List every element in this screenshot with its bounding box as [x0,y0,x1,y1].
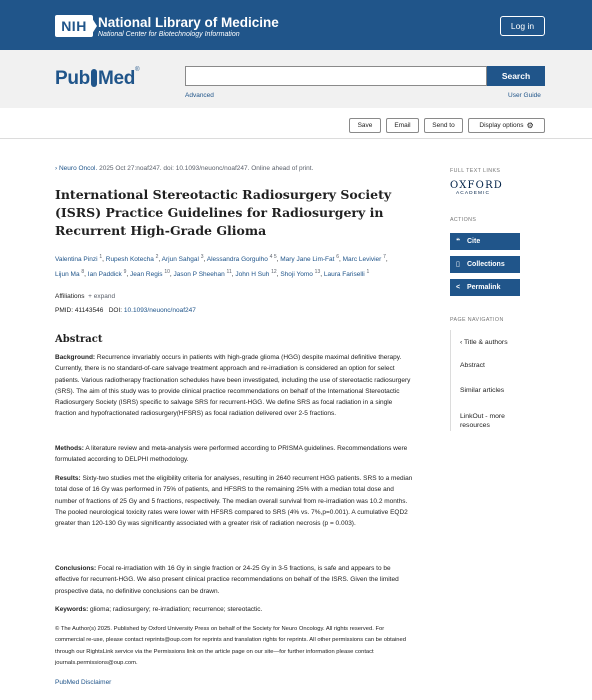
author-name-link[interactable]: Ian Paddick [87,271,122,279]
abstract-conclusions [55,563,415,597]
journal-link[interactable]: Neuro Oncol. [58,165,98,172]
keywords-text: glioma; radiosurgery; re-irradiation; recurrence; stereotactic. [88,606,263,613]
author-name-link[interactable]: Lijun Ma [55,271,80,279]
abstract-heading: Abstract [55,334,103,345]
article-title: International Stereotactic Radiosurgery Society (ISRS) Practice Guidelines for Radiosurgery in Recurrent High-Grade Glioma [55,187,392,238]
methods-label: Methods: [55,445,84,452]
page-navigation-label: PAGE NAVIGATION [450,317,504,323]
bookmark-icon: ▯ [456,261,460,268]
collections-button[interactable] [450,256,520,273]
pubmed-disclaimer-link[interactable]: PubMed Disclaimer [55,679,112,686]
author-item [106,256,159,263]
author-affiliation-number[interactable]: 3 [200,254,204,260]
author-name-link[interactable]: Shoji Yomo [280,271,313,279]
display-options-label: Display options [479,122,524,129]
author-name-link[interactable]: Valentina Pinzi [55,256,98,264]
permalink-button[interactable] [450,279,520,296]
user-guide-link[interactable]: User Guide [508,92,541,99]
background-label: Background: [55,354,96,361]
author-affiliation-number[interactable]: 7 [383,254,386,260]
author-item [280,271,320,278]
citation-line [55,164,415,173]
background-text: Recurrence invariably occurs in patients with high-grade glioma (HGG) despite maximal definitive therapy. Currently, there is no standard-of-care salvage treatment approach and re-irradiation is considered an option for select patients. Various radiotherapy fractionation schedules have been investigated, including the use of stereotactic radiosurgery (SRS). The aim of this study was to provide clinical practice recommendations on behalf of the International Stereotactic Radiosurgery Society (ISRS) specific to salvage SRS for recurrent-HGG. We define SRS as focal radiation in a single fraction and hypofractionated radiosurgery(HFSRS) as focal radiation delivered over 2-5 fractions. [55,354,411,418]
author-item [55,256,102,263]
abstract-methods [55,443,415,466]
author-affiliation-number[interactable]: 9 [123,269,127,276]
conclusions-text: Focal re-irradiation with 16 Gy in single fraction or 24-25 Gy in 3-5 fractions, is safe and appears to be effective for recurrent-HGG. We also present clinical practice recommendations on behalf of the ISRS. Given the limited prospective data, no definitive conclusions can be drawn. [55,565,399,595]
author-name-link[interactable]: Marc Levivier [342,256,382,264]
save-button[interactable]: Save [349,118,381,133]
article-identifiers [55,306,196,315]
actions-label: ACTIONS [450,217,477,223]
collections-label: Collections [467,261,505,268]
keywords [55,604,415,615]
author-name-link[interactable]: Mary Jane Lim-Fat [280,256,335,264]
affiliations[interactable] [55,292,115,301]
author-affiliation-number[interactable]: 4 5 [269,254,277,260]
nav-similar-articles[interactable]: Similar articles [460,387,505,394]
conclusions-label: Conclusions: [55,565,97,572]
doi-link[interactable]: 10.1093/neuonc/noaf247 [123,307,196,314]
abstract-background [55,352,415,420]
pmid-value: 41143546 [74,307,104,314]
logo-reg-mark: ® [135,67,140,73]
author-item [88,271,127,278]
citation-details: 2025 Oct 27:noaf247. doi: 10.1093/neuonc/noaf247. Online ahead of print. [97,165,314,172]
advanced-search-link[interactable]: Advanced [185,92,214,99]
oxford-logo-text: OXFORD [450,180,504,191]
share-icon: < [456,284,461,291]
logo-med-text: Med [98,68,136,89]
author-item [343,256,386,263]
author-item [174,271,232,278]
author-name-link[interactable]: Jason P Sheehan [173,271,225,279]
nlm-title[interactable]: National Library of Medicine [98,15,279,30]
author-affiliation-number[interactable]: 13 [314,269,321,276]
author-affiliation-number[interactable]: 10 [164,269,170,276]
pubmed-logo[interactable] [55,66,139,93]
author-list: Valentina Pinzi $^1$, Rupesh Kotecha $^2$, Arjun Sahgal $^3$, Alessandra Gorgulho $^{4 5}$, Mary Jane Lim-Fat $^6$, Marc Levivier $^7$, Lijun Ma $^8$, Ian Paddick $^9$, Jean Regis $^{10}$, Jason P Sheehan $^{11}$, John H Suh $^{12}$, Shoji Yomo $^{13}$, Laura Fariselli $^1$ [55,254,388,279]
author-affiliation-number[interactable]: 8 [81,269,85,276]
logo-pub-text: Pub [55,68,90,89]
author-name-link[interactable]: John H Suh [235,271,270,279]
author-item [55,271,84,278]
author-item [324,271,369,278]
search-button[interactable]: Search [487,66,545,86]
search-input[interactable] [185,66,487,86]
gear-icon: ⚙ [526,121,534,130]
oxford-academic-link[interactable] [450,180,510,198]
author-name-link[interactable]: Jean Regis [129,271,163,279]
author-name-link[interactable]: Laura Fariselli [323,271,365,279]
email-button[interactable]: Email [386,118,419,133]
results-label: Results: [55,475,81,482]
nih-logo-text: NIH [61,18,87,34]
full-text-links-label: FULL TEXT LINKS [450,168,501,174]
page-navigation [450,330,540,431]
author-item [162,256,204,263]
author-affiliation-number[interactable]: 2 [155,254,159,260]
expand-affiliations-button[interactable]: + expand [88,293,116,300]
author-item [130,271,170,278]
abstract-results [55,473,415,529]
author-item [235,271,276,278]
keywords-label: Keywords: [55,606,89,613]
results-text: Sixty-two studies met the eligibility criteria for analyses, resulting in 2640 recurrent HGG patients. SRS to a median total dose of 16 Gy was performed in 75% of patients, and HFSRS to the remaining 25% with a median total dose and number of fractions of 25 Gy and 5 fractions, respectively. The median overall survival from re-irradiation was 10.2 months. The pooled neurological toxicity rates were lower with HFSRS compared to SRS (4% vs. 7%,p=0.001). A cumulative EQD2 greater than 120-130 Gy was significantly associated with a greater risk of radiation necrosis (p = 0.003). [55,475,413,528]
display-options-button[interactable] [468,118,545,133]
author-affiliation-number[interactable]: 1 [366,269,370,276]
academic-logo-text: ACADEMIC [456,191,491,196]
permalink-label: Permalink [467,284,501,291]
author-name-link[interactable]: Alessandra Gorgulho [206,256,268,264]
login-button[interactable]: Log in [500,16,545,36]
author-affiliation-number[interactable]: 12 [271,269,277,276]
nih-logo[interactable] [55,15,93,37]
ncbi-subtitle: National Center for Biotechnology Information [98,31,240,38]
methods-text: A literature review and meta-analysis were performed according to PRISMA guidelines. Recommendations were formulated according to DELPHI methodology. [55,445,408,464]
cite-label: Cite [467,238,481,245]
author-affiliation-number[interactable]: 11 [226,269,232,276]
author-item [280,256,339,263]
pubmed-pill-icon [91,69,97,87]
chevron-right-icon: › [55,165,58,172]
quote-icon: ❝ [456,238,461,245]
nih-logo-arrow-icon [90,15,97,37]
send-to-button[interactable]: Send to [424,118,463,133]
nav-linkout[interactable]: LinkOut - more resources [460,412,505,429]
author-name-link[interactable]: Arjun Sahgal [161,256,199,264]
pmid-label: PMID: [55,307,74,314]
author-item [207,256,277,263]
author-affiliation-number[interactable]: 1 [99,254,103,260]
author-name-link[interactable]: Rupesh Kotecha [105,256,154,264]
nav-title-authors[interactable]: ‹ Title & authors [460,339,508,346]
affiliations-label: Affiliations [55,293,85,300]
cite-button[interactable] [450,233,520,250]
nav-abstract[interactable]: Abstract [460,361,485,369]
copyright-notice: © The Author(s) 2025. Published by Oxford University Press on behalf of the Society for Neuro Oncology. All rights reserved. For commercial re-use, please contact reprints@oup.com for reprints and translation rights for reprints. All other permissions can be obtained through our RightsLink service via the Permissions link on the article page on our site—for further information please contact journals.permissions@oup.com. [55,626,406,666]
doi-label: DOI: [108,307,123,314]
author-affiliation-number[interactable]: 6 [336,254,340,260]
